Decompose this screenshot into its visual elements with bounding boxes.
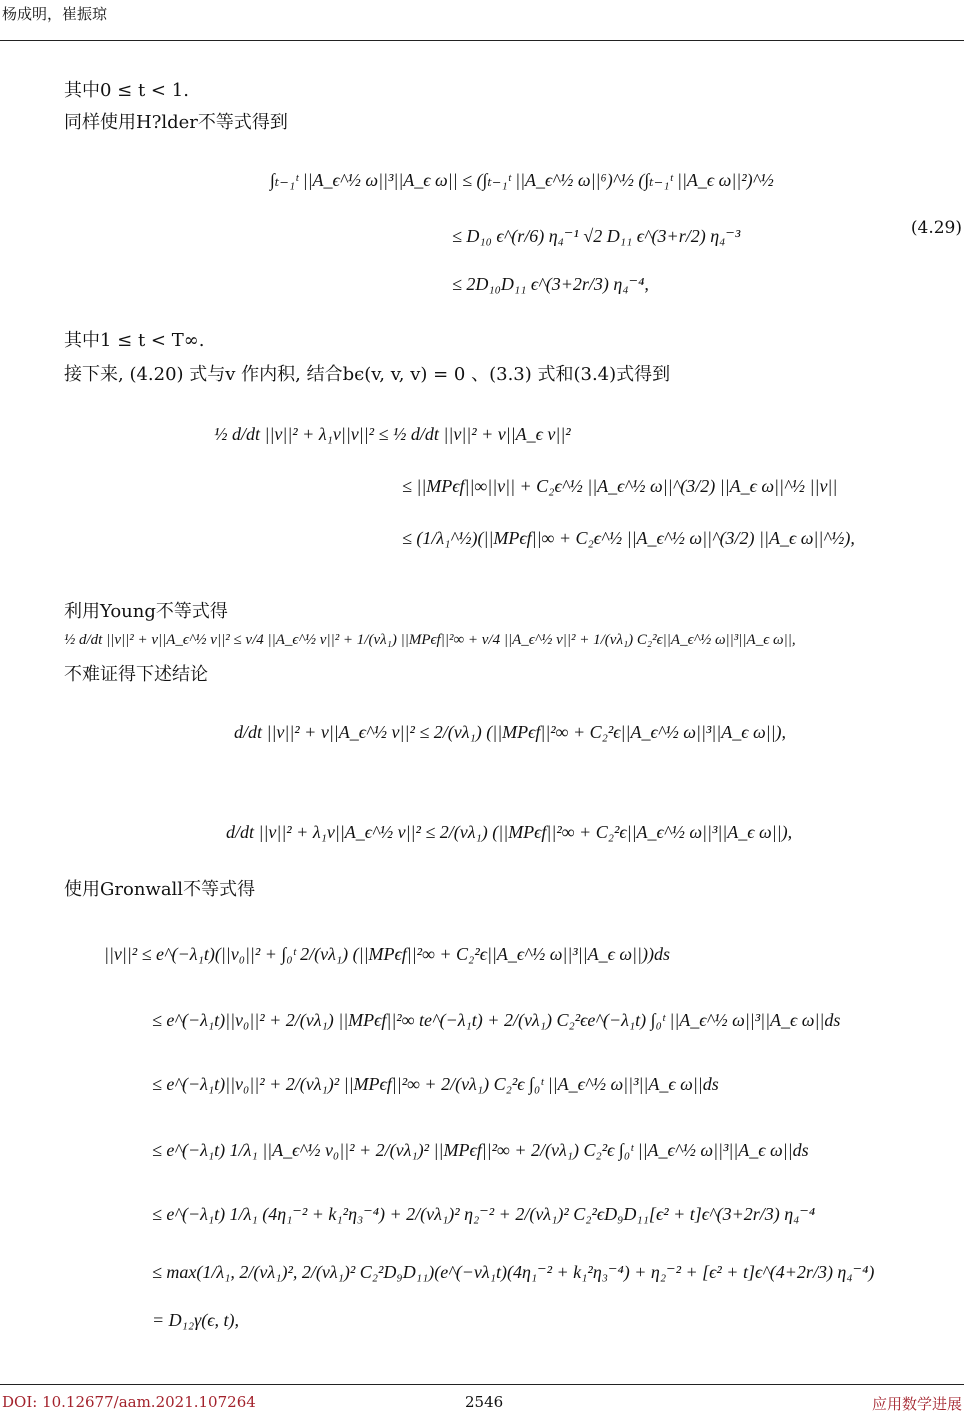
equation-line: ≤ max(1/λ₁, 2/(νλ₁)², 2/(νλ₁)² C₂²D₉D₁₁)(e^(−νλ₁t)(4η₁⁻² + k₁²η₃⁻⁴) + η₂⁻² + [ϵ² + t]ϵ^(4+2r/3) η₄⁻⁴) xyxy=(152,1262,875,1282)
page-footer xyxy=(0,1384,964,1415)
equation-line: ≤ e^(−λ₁t)||v₀||² + 2/(νλ₁)² ||MPϵf||²∞ + 2/(νλ₁) C₂²ϵ ∫₀ᵗ ||A_ϵ^½ ω||³||A_ϵ ω||ds xyxy=(152,1074,719,1094)
footer-journal-link[interactable]: 应用数学进展 xyxy=(871,1395,962,1413)
equation-number: (4.29) xyxy=(910,218,962,238)
paragraph: 利用Young不等式得 xyxy=(64,601,228,622)
equation-line: ≤ e^(−λ₁t) 1/λ₁ (4η₁⁻² + k₁²η₃⁻⁴) + 2/(νλ₁)² η₂⁻² + 2/(νλ₁)² C₂²ϵD₉D₁₁[ϵ² + t]ϵ^(3+2r/3) η₄⁻⁴ xyxy=(152,1204,816,1224)
equation-line: ≤ 2D₁₀D₁₁ ϵ^(3+2r/3) η₄⁻⁴, xyxy=(452,274,649,294)
paragraph: 使用Gronwall不等式得 xyxy=(64,879,256,900)
page-header xyxy=(0,0,964,41)
equation-line: ≤ D₁₀ ϵ^(r/6) η₄⁻¹ √2 D₁₁ ϵ^(3+r/2) η₄⁻³ xyxy=(452,226,741,246)
equation-line: d/dt ||v||² + ν||A_ϵ^½ v||² ≤ 2/(νλ₁) (||MPϵf||²∞ + C₂²ϵ||A_ϵ^½ ω||³||A_ϵ ω||), xyxy=(234,722,787,742)
equation-line: ∫ₜ₋₁ᵗ ||A_ϵ^½ ω||³||A_ϵ ω|| ≤ (∫ₜ₋₁ᵗ ||A_ϵ^½ ω||⁶)^½ (∫ₜ₋₁ᵗ ||A_ϵ ω||²)^½ xyxy=(270,170,774,190)
paragraph: 其中0 ≤ t < 1. xyxy=(64,80,189,101)
equation-line: ≤ e^(−λ₁t) 1/λ₁ ||A_ϵ^½ v₀||² + 2/(νλ₁)² ||MPϵf||²∞ + 2/(νλ₁) C₂²ϵ ∫₀ᵗ ||A_ϵ^½ ω||³||A_ϵ ω||ds xyxy=(152,1140,809,1160)
paragraph: 其中1 ≤ t < T∞. xyxy=(64,330,205,351)
equation-line: = D₁₂γ(ϵ, t), xyxy=(152,1310,239,1330)
equation-line: ≤ e^(−λ₁t)||v₀||² + 2/(νλ₁) ||MPϵf||²∞ te^(−λ₁t) + 2/(νλ₁) C₂²ϵe^(−λ₁t) ∫₀ᵗ ||A_ϵ^½ ω||³||A_ϵ ω||ds xyxy=(152,1010,841,1030)
equation-line: ≤ (1/λ₁^½)(||MPϵf||∞ + C₂ϵ^½ ||A_ϵ^½ ω||^(3/2) ||A_ϵ ω||^½), xyxy=(402,528,855,548)
equation-line: ½ d/dt ||v||² + ν||A_ϵ^½ v||² ≤ ν/4 ||A_ϵ^½ v||² + 1/(νλ₁) ||MPϵf||²∞ + ν/4 ||A_ϵ^½ v||² + 1/(νλ₁) C₂²ϵ||A_ϵ^½ ω||³||A_ϵ ω||, xyxy=(64,632,796,648)
header-authors: 杨成明，崔振琼 xyxy=(2,5,108,23)
equation-line: ½ d/dt ||v||² + λ₁ν||v||² ≤ ½ d/dt ||v||² + ν||A_ϵ v||² xyxy=(214,424,571,444)
paragraph: 接下来, (4.20) 式与v 作内积, 结合bϵ(v, v, v) = 0 、(3.3) 式和(3.4)式得到 xyxy=(64,364,671,385)
footer-doi-link[interactable]: DOI: 10.12677/aam.2021.107264 xyxy=(2,1393,256,1411)
equation-line: ≤ ||MPϵf||∞||v|| + C₂ϵ^½ ||A_ϵ^½ ω||^(3/2) ||A_ϵ ω||^½ ||v|| xyxy=(402,476,838,496)
paragraph: 同样使用H?lder不等式得到 xyxy=(64,112,288,133)
equation-line: d/dt ||v||² + λ₁ν||A_ϵ^½ v||² ≤ 2/(νλ₁) (||MPϵf||²∞ + C₂²ϵ||A_ϵ^½ ω||³||A_ϵ ω||), xyxy=(226,822,793,842)
page-number: 2546 xyxy=(465,1393,504,1411)
equation-line: ||v||² ≤ e^(−λ₁t)(||v₀||² + ∫₀ᵗ 2/(νλ₁) (||MPϵf||²∞ + C₂²ϵ||A_ϵ^½ ω||³||A_ϵ ω||))ds xyxy=(104,944,670,964)
paragraph: 不难证得下述结论 xyxy=(64,664,208,685)
